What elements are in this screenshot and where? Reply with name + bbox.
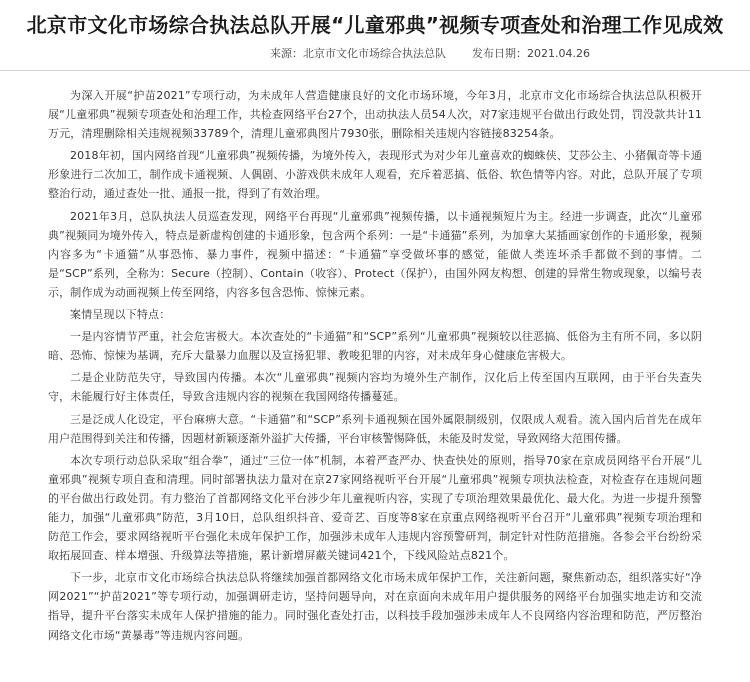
article-meta [0,46,750,62]
paragraph: 二是企业防范失守，导致国内传播。本次“儿童邪典”视频内容均为境外生产制作，汉化后上传至国内互联网，由于平台失查失守，未能履行好主体责任，导致含违规内容的视频在我国网络传播蔓延。 [48,371,702,404]
paragraph: 2021年3月，总队执法人员巡查发现，网络平台再现“儿童邪典”视频传播，以卡通视频短片为主。经进一步调查，此次“儿童邪典”视频同为境外传入，特点是新虚构创建的卡通形象，包含两个系列：一是“卡通猫”系列，为加拿大某插画家创作的卡通形象，视频内容多为“卡通猫”从事恐怖、暴力事件，视频中描述：“卡通猫”享受做坏事的感觉，能做人类连坏杀手都做不到的事情。二是“SCP”系列，全称为：Secure（控制）、Contain（收容）、Protect（保护），由国外网友构想、创建的异常生物或现象，以编号表示，制作成为动画视频上传至网络，内容多包含恐怖、惊悚元素。 [48,209,702,299]
paragraph: 一是内容情节严重，社会危害极大。本次查处的“卡通猫”和“SCP”系列“儿童邪典”视频较以往恶搞、低俗为主有所不同，多以阴暗、恐怖、惊悚为基调，充斥大量暴力血腥以及宣扬犯罪、教唆犯罪的内容，对未成年身心健康危害极大。 [48,330,702,363]
article-body [0,71,750,645]
publish-date: 2021.04.26 [527,47,590,60]
article-title: 北京市文化市场综合执法总队开展“儿童邪典”视频专项查处和治理工作见成效 [26,13,724,37]
paragraph: 三是泛成人化设定，平台麻痹大意。“卡通猫”和“SCP”系列卡通视频在国外属限制级别，仅限成人观看。流入国内后首先在成年用户范围得到关注和传播，因题材新颖逐渐外溢扩大传播，平台审核警惕降低，未能及时发觉，导致网络大范围传播。 [48,412,702,445]
paragraph: 下一步，北京市文化市场综合执法总队将继续加强首都网络文化市场未成年保护工作，关注新问题，聚焦新动态，组织落实好“净网2021”“护苗2021”等专项行动，加强调研走访，坚持问题导向，对在京面向未成年用户提供服务的网络平台加强实地走访和交流指导，提升平台落实未成年人保护措施的能力。同时强化查处打击，以科技手段加强涉未成年人不良网络内容治理和防范，严厉整治网络文化市场“黄暴毒”等违规内容问题。 [48,571,702,642]
source-name: 北京市文化市场综合执法总队 [303,47,447,60]
paragraph: 案情呈现以下特点： [70,308,171,322]
paragraph: 为深入开展“护苗2021”专项行动，为未成年人营造健康良好的文化市场环境，今年3月，北京市文化市场综合执法总队积极开展“儿童邪典”视频专项查处和治理工作，共检查网络平台27个，出动执法人员54人次，对7家违规平台做出行政处罚，罚没款共计11万元，清理删除相关违规视频33789个，清理儿童邪典图片7930张，删除相关违规内容链接83254条。 [48,89,702,141]
paragraph: 本次专项行动总队采取“组合拳”，通过“三位一体”机制，本着严查严办、快查快处的原则，指导70家在京成员网络平台开展“儿童邪典”视频专项自查和清理。同时部署执法力量对在京27家网络视听平台开展“儿童邪典”视频专项执法检查，对检查存在违规问题的平台做出行政处罚。有力整治了首都网络文化平台涉少年儿童视听内容，实现了专项治理效果最优化、最大化。为进一步提升预警能力，加强“儿童邪典”防范，3月10日，总队组织抖音、爱奇艺、百度等8家在京重点网络视听平台召开“儿童邪典”视频专项治理和防范工作会，要求网络视听平台强化未成年保护工作，加强涉未成年人违规内容预警研判，制定针对性防范措施。各参会平台纷纷采取拓展回查、样本增强、升级算法等措施，累计新增屏蔽关键词421个，下线风险站点821个。 [48,453,702,563]
paragraph: 2018年初，国内网络首现“儿童邪典”视频传播，为境外传入，表现形式为对少年儿童喜欢的蜘蛛侠、艾莎公主、小猪佩奇等卡通形象进行二次加工，制作成卡通视频、人偶剧、小游戏供未成年人观看，充斥着恶搞、低俗、软色情等内容。对此，总队开展了专项整治行动，通过查处一批、通报一批，得到了有效治理。 [48,149,702,201]
source-label: 来源： [270,47,304,60]
date-label: 发布日期： [472,47,528,60]
